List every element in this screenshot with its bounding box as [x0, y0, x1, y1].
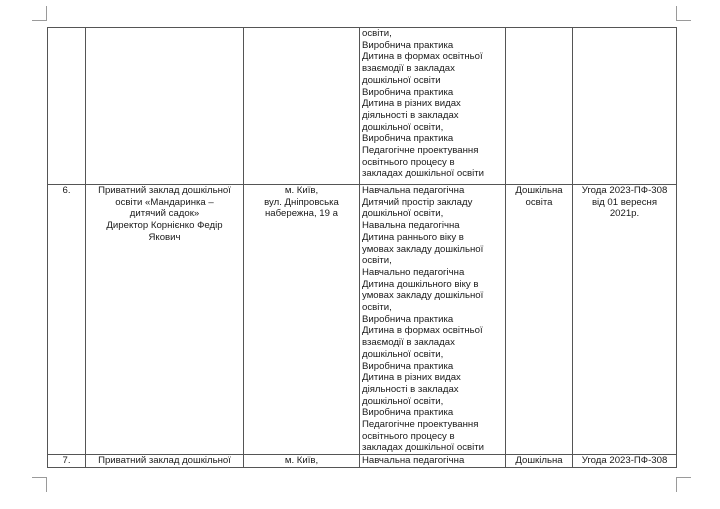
cell-text-line: освітнього процесу в	[362, 156, 455, 168]
cell-text-line: освіти,	[362, 28, 392, 39]
cell-text-line: Виробнича практика	[362, 133, 454, 145]
cell-text-line: Педагогічне проектування	[362, 145, 479, 157]
table-row	[48, 28, 677, 185]
cell-text-line: Виробнича практика	[362, 360, 454, 372]
address-cell	[244, 455, 360, 468]
row-number-cell	[48, 455, 86, 468]
crop-mark-top-right-h	[676, 20, 691, 21]
agreement-cell	[573, 185, 677, 455]
row-number-cell	[48, 185, 86, 455]
cell-text-line: закладах дошкільної освіти	[362, 168, 485, 180]
cell-text-line: Навчальна педагогічна	[362, 455, 465, 467]
practices-cell	[360, 28, 506, 185]
cell-text-line: вул. Дніпровська	[264, 196, 339, 208]
cell-text-line: Дитина в різних видах	[362, 372, 461, 384]
cell-text-line: взаємодії в закладах	[362, 337, 455, 349]
cell-text-line: Якович	[148, 231, 181, 243]
cell-text-line: Педагогічне проектування	[362, 419, 479, 431]
cell-text-line: Дитина в формах освітньої	[362, 51, 483, 63]
cell-text-line: дошкільної освіти,	[362, 395, 444, 407]
cell-text-line: Дитина в різних видах	[362, 98, 461, 110]
cell-text-line: освіти,	[362, 302, 392, 314]
cell-text-line: Дошкільна	[515, 185, 563, 196]
cell-text-line: взаємодії в закладах	[362, 63, 455, 75]
crop-mark-bottom-left-h	[32, 477, 47, 478]
cell-text-line: Приватний заклад дошкільної	[98, 185, 231, 196]
table-row	[48, 455, 677, 468]
cell-text-line: дошкільної освіти,	[362, 121, 444, 133]
cell-text-line: Навчальна педагогічна	[362, 185, 465, 196]
cell-text-line: м. Київ,	[284, 185, 319, 196]
cell-text-line: Виробнича практика	[362, 407, 454, 419]
row-number: 7.	[62, 455, 71, 467]
cell-text-line: дитячий садок»	[129, 208, 200, 220]
cell-text-line: м. Київ,	[284, 455, 319, 467]
cell-text-line: освітнього процесу в	[362, 430, 455, 442]
institution-cell	[86, 455, 244, 468]
cell-text-line: Угода 2023-ПФ-308	[581, 455, 668, 467]
cell-text-line: Приватний заклад дошкільної	[98, 455, 231, 467]
cell-text-line: діяльності в закладах	[362, 109, 459, 121]
institution-cell	[86, 28, 244, 185]
cell-text-line: 2021р.	[609, 208, 640, 220]
agreement-cell	[573, 28, 677, 185]
cell-text-line: закладах дошкільної освіти	[362, 442, 485, 454]
institution-cell	[86, 185, 244, 455]
cell-text-line: Дитина в формах освітньої	[362, 325, 483, 337]
cell-text-line: освіти «Мандаринка –	[115, 196, 214, 208]
cell-text-line: Дитина раннього віку в	[362, 231, 464, 243]
cell-text-line: діяльності в закладах	[362, 383, 459, 395]
practices-cell	[360, 185, 506, 455]
cell-text-line: Дитячий простір закладу	[362, 196, 473, 208]
address-cell	[244, 185, 360, 455]
cell-text-line: Виробнича практика	[362, 313, 454, 325]
cell-text-line: освіта	[525, 196, 553, 208]
cell-text-line: дошкільної освіти,	[362, 348, 444, 360]
cell-text-line: дошкільної освіти	[362, 74, 441, 86]
crop-mark-top-left-v	[46, 6, 47, 20]
cell-text-line: дошкільної освіти,	[362, 208, 444, 220]
practices-cell	[360, 455, 506, 468]
cell-text-line: Виробнича практика	[362, 86, 454, 98]
cell-text-line: Директор Корнієнко Федір	[106, 220, 223, 232]
cell-text-line: Дошкільна	[515, 455, 563, 467]
agreement-cell	[573, 455, 677, 468]
crop-mark-bottom-left-v	[46, 477, 47, 492]
cell-text-line: умовах закладу дошкільної	[362, 290, 484, 302]
bases-table	[47, 27, 677, 468]
cell-text-line: Навальна педагогічна	[362, 220, 460, 232]
crop-mark-bottom-right-h	[676, 477, 691, 478]
cell-text-line: набережна, 19 а	[265, 208, 338, 220]
crop-mark-bottom-right-v	[676, 477, 677, 492]
specialty-cell	[506, 28, 573, 185]
table-row	[48, 185, 677, 455]
cell-text-line: Дитина дошкільного віку в	[362, 278, 479, 290]
cell-text-line: освіти,	[362, 255, 392, 267]
row-number-cell	[48, 28, 86, 185]
cell-text-line: від 01 вересня	[591, 196, 658, 208]
cell-text-line: Виробнича практика	[362, 39, 454, 51]
address-cell	[244, 28, 360, 185]
cell-text-line: умовах закладу дошкільної	[362, 243, 484, 255]
cell-text-line: Навчально педагогічна	[362, 266, 465, 278]
specialty-cell	[506, 185, 573, 455]
crop-mark-top-left-h	[32, 20, 47, 21]
crop-mark-top-right-v	[676, 6, 677, 20]
specialty-cell	[506, 455, 573, 468]
cell-text-line: Угода 2023-ПФ-308	[581, 185, 668, 196]
row-number: 6.	[62, 185, 71, 196]
